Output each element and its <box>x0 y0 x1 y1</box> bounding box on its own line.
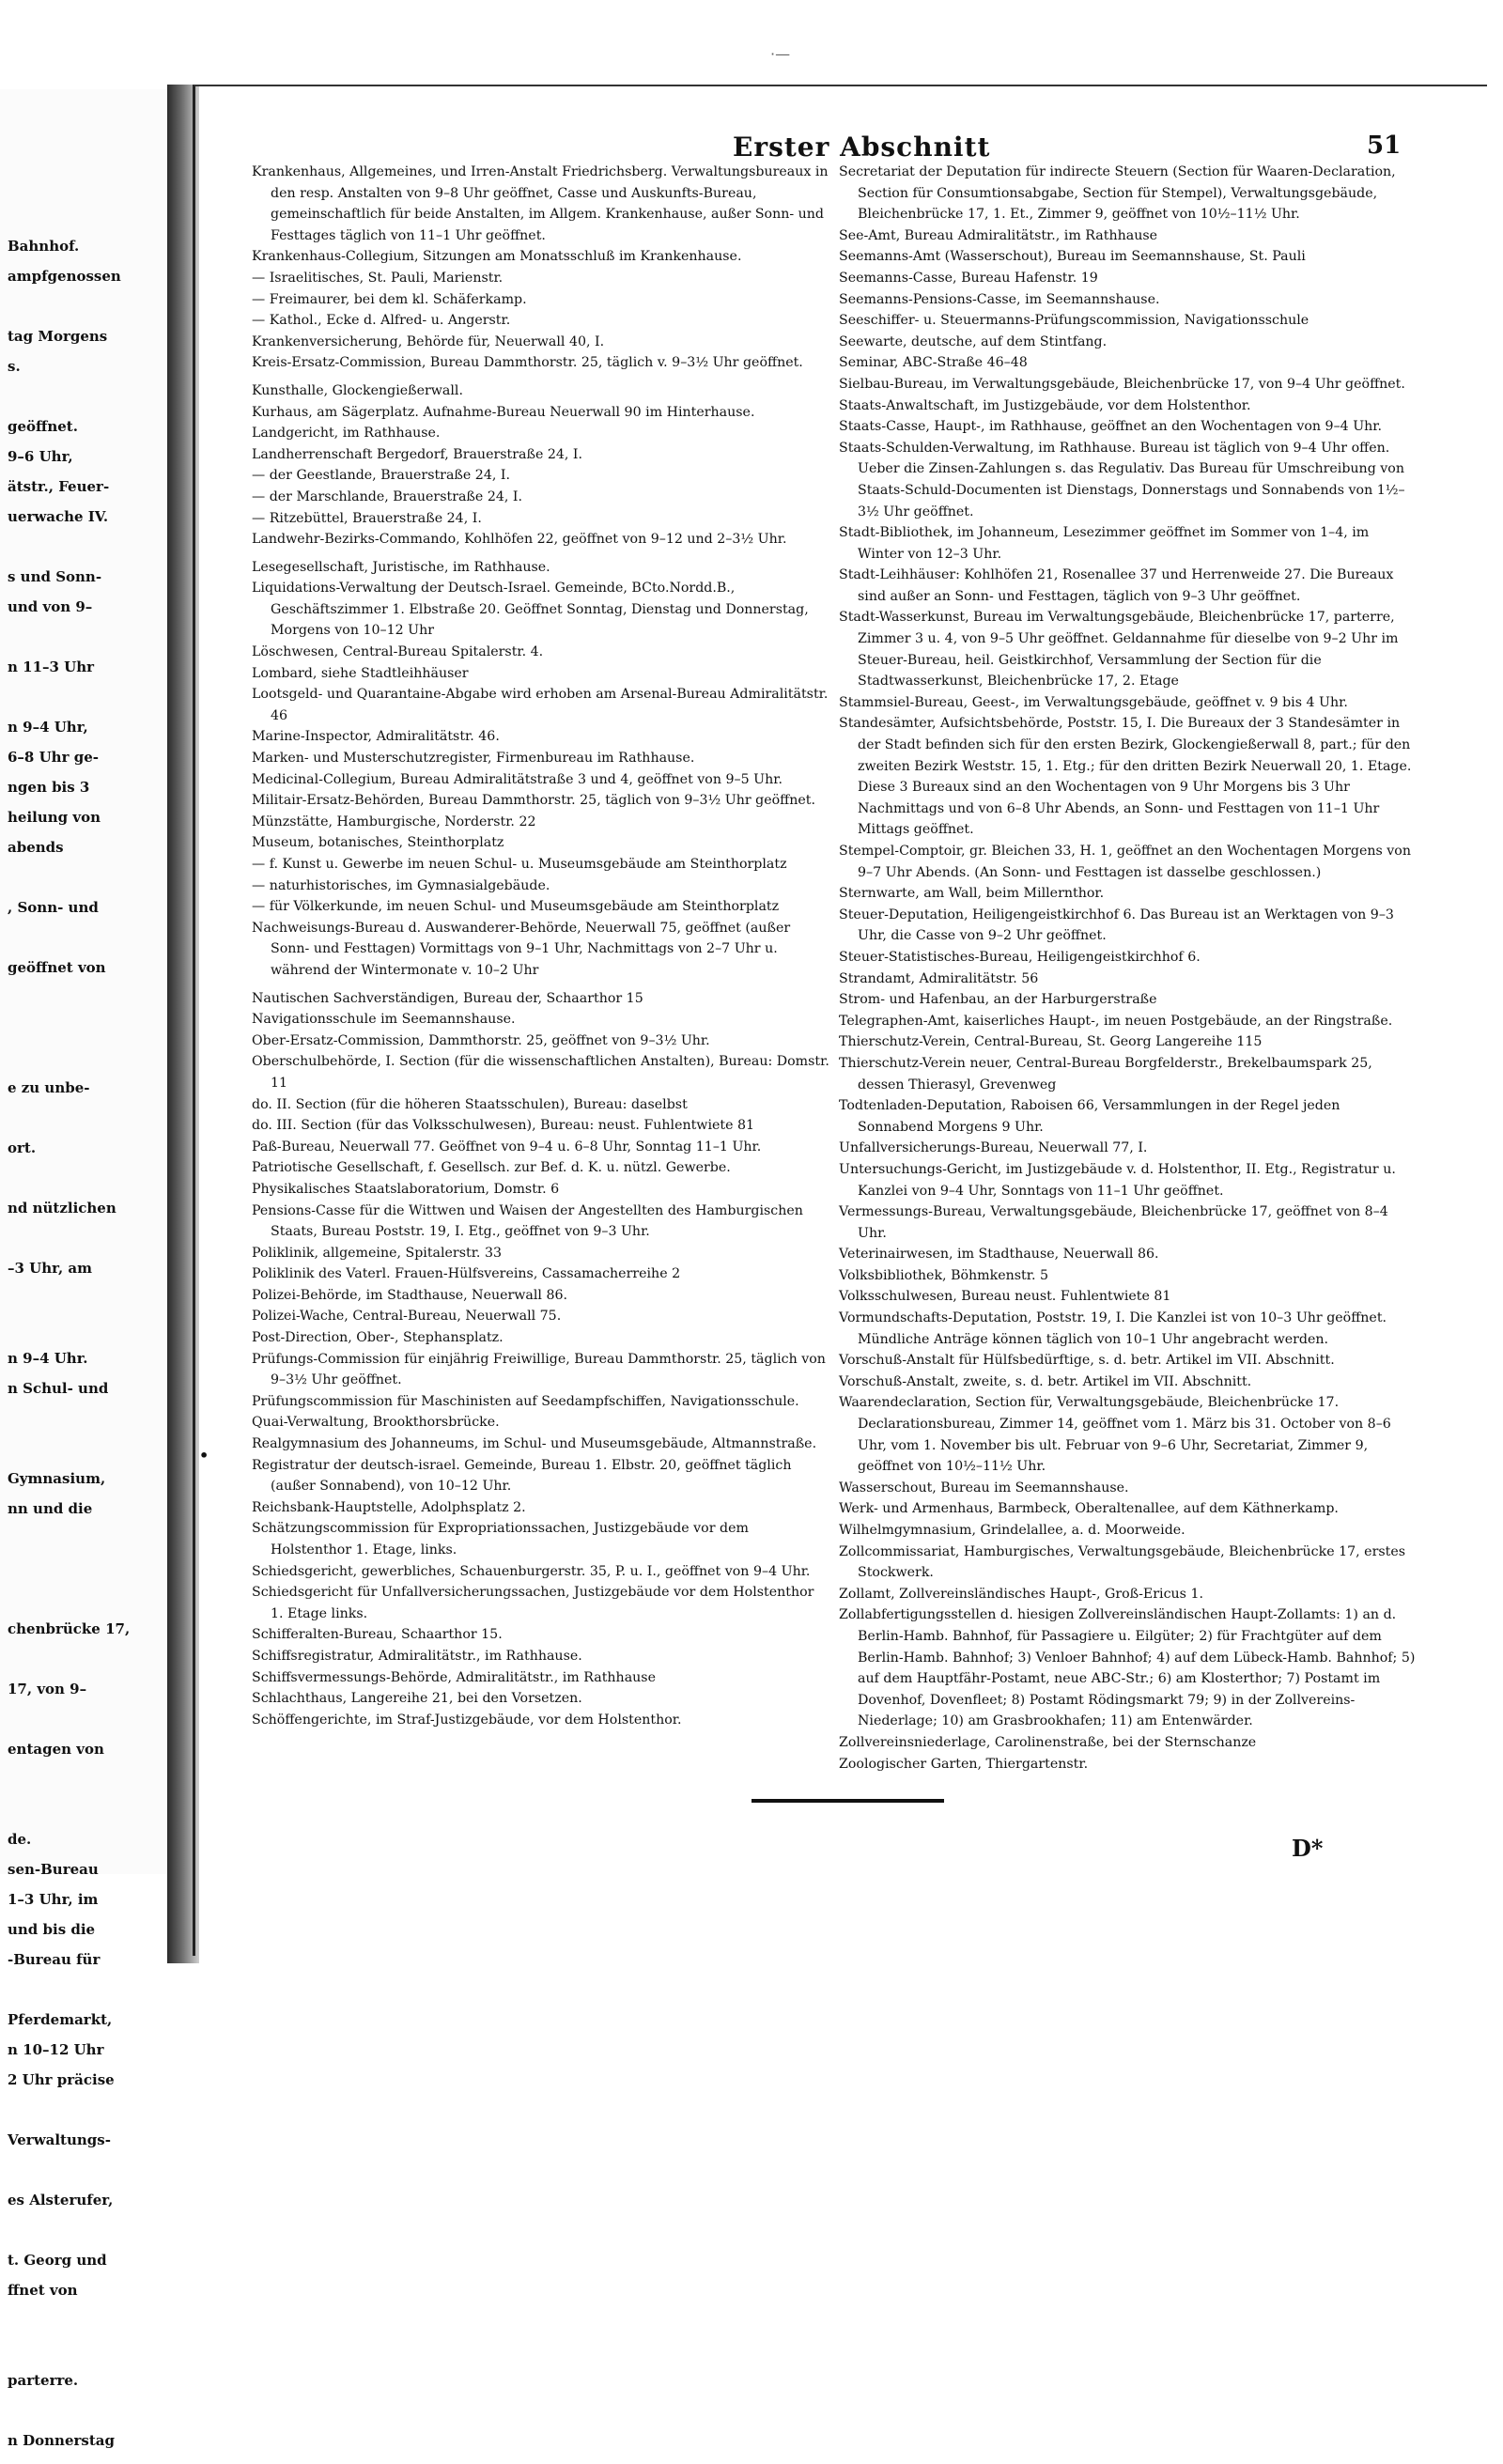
edge-fragment <box>0 931 167 961</box>
directory-entry: Registratur der deutsch-israel. Gemeinde, Bureau 1. Elbstr. 20, geöffnet täglich (außer Sonnabend), von 10–12 Uhr. <box>252 1457 792 1495</box>
directory-entry: Schätzungscommission für Expropriationssachen, Justizgebäude vor dem Holstenthor 1. Etage, links. <box>252 1521 749 1557</box>
directory-entry: — naturhistorisches, im Gymnasialgebäude. <box>252 877 550 893</box>
edge-fragment: n Donnerstag <box>8 2432 115 2449</box>
edge-fragment: ampfgenossen <box>8 268 121 285</box>
directory-entry: Pensions-Casse für die Wittwen und Waisen der Angestellten des Hamburgischen Staats, Bureau Poststr. 19, I. Etg., geöffnet von 9–3 Uhr. <box>252 1202 803 1240</box>
directory-entry: Standesämter, Aufsichtsbehörde, Poststr. 15, I. Die Bureaux der 3 Standesämter in der Stadt befinden sich für den ersten Bezirk, Glockengießerwall 8, part.; für den zweiten Bezirk Weststr. 15, 1. Etg.; für den dritten Bezirk Neuerwall 20, 1. Etage. Diese 3 Bureaux sind an den Wochentagen von 9 Uhr Morgens bis 3 Uhr Nachmittags und von 6–8 Uhr Abends, an Sonn- und Festtagen von 11–1 Uhr Mittags geöffnet. <box>839 716 1412 838</box>
edge-fragment <box>0 1412 167 1442</box>
directory-entry: Stempel-Comptoir, gr. Bleichen 33, H. 1, geöffnet an den Wochentagen Morgens von 9–7 Uhr Abends. (An Sonn- und Festtagen ist dasselbe geschlossen.) <box>839 844 1411 880</box>
directory-entry: Polizei-Wache, Central-Bureau, Neuerwall 75. <box>252 1309 562 1325</box>
edge-fragment <box>0 1803 167 1833</box>
edge-fragment <box>0 89 167 119</box>
edge-fragment: Verwaltungs- <box>8 2131 111 2148</box>
directory-entry: Kreis-Ersatz-Commission, Bureau Dammthorstr. 25, täglich v. 9–3½ Uhr geöffnet. <box>252 355 803 371</box>
edge-fragment: nd nützlichen <box>8 1200 116 1217</box>
edge-fragment <box>0 2404 167 2434</box>
directory-entry: Vorschuß-Anstalt für Hülfsbedürftige, s. d. betr. Artikel im VII. Abschnitt. <box>839 1353 1335 1369</box>
directory-entry: — Ritzebüttel, Brauerstraße 24, I. <box>252 510 482 526</box>
edge-fragment: n 10–12 Uhr <box>8 2041 104 2058</box>
edge-fragment <box>0 1983 167 2013</box>
edge-fragment <box>0 179 167 209</box>
directory-entry: Vorschuß-Anstalt, zweite, s. d. betr. Artikel im VII. Abschnitt. <box>839 1373 1252 1389</box>
edge-fragment: n 11–3 Uhr <box>8 659 95 675</box>
edge-fragment: und von 9– <box>8 598 93 615</box>
directory-entry: Seemanns-Casse, Bureau Hafenstr. 19 <box>839 270 1098 286</box>
directory-entry: Landwehr-Bezirks-Commando, Kohlhöfen 22, geöffnet von 9–12 und 2–3½ Uhr. <box>252 532 787 548</box>
directory-entry: Landgericht, im Rathhause. <box>252 426 441 442</box>
left-column <box>252 162 829 1730</box>
directory-entry: Liquidations-Verwaltung der Deutsch-Israel. Gemeinde, BCto.Nordd.B., Geschäftszimmer 1. Elbstraße 20. Geöffnet Sonntag, Dienstag und Donnerstag, Morgens von 10–12 Uhr <box>252 581 809 639</box>
directory-entry: Zollcommissariat, Hamburgisches, Verwaltungsgebäude, Bleichenbrücke 17, erstes Stockwerk. <box>839 1543 1406 1581</box>
directory-entry: Navigationsschule im Seemannshause. <box>252 1012 516 1028</box>
directory-entry: Poliklinik des Vaterl. Frauen-Hülfsvereins, Cassamacherreihe 2 <box>252 1266 681 1282</box>
directory-entry: Strandamt, Admiralitätstr. 56 <box>839 970 1039 986</box>
edge-fragment: parterre. <box>8 2372 79 2389</box>
directory-entry: Vermessungs-Bureau, Verwaltungsgebäude, Bleichenbrücke 17, geöffnet von 8–4 Uhr. <box>839 1204 1388 1241</box>
edge-fragment: e zu unbe- <box>8 1079 90 1096</box>
edge-fragment <box>0 1111 167 1141</box>
edge-fragment: 9–6 Uhr, <box>8 448 73 465</box>
directory-entry: Seminar, ABC-Straße 46–48 <box>839 355 1028 371</box>
edge-fragment: 1–3 Uhr, im <box>8 1891 99 1908</box>
edge-fragment: Bahnhof. <box>8 238 80 255</box>
directory-entry: Krankenversicherung, Behörde für, Neuerwall 40, I. <box>252 333 605 349</box>
edge-fragment <box>0 1532 167 1562</box>
directory-entry: Polizei-Behörde, im Stadthause, Neuerwall 86. <box>252 1287 568 1303</box>
edge-fragment <box>0 149 167 179</box>
directory-entry: Seeschiffer- u. Steuermanns-Prüfungscommission, Navigationsschule <box>839 313 1309 329</box>
right-column <box>839 162 1417 1774</box>
directory-entry: do. II. Section (für die höheren Staatsschulen), Bureau: daselbst <box>252 1096 688 1112</box>
directory-entry: Prüfungscommission für Maschinisten auf Seedampfschiffen, Navigationsschule. <box>252 1393 799 1409</box>
edge-fragment <box>0 1232 167 1262</box>
directory-entry: — der Marschlande, Brauerstraße 24, I. <box>252 488 523 504</box>
directory-entry: Vormundschafts-Deputation, Poststr. 19, I. Die Kanzlei ist von 10–3 Uhr geöffnet. Mündliche Anträge können täglich von 10–1 Uhr angebracht werden. <box>839 1310 1387 1347</box>
directory-entry: Patriotische Gesellschaft, f. Gesellsch. zur Bef. d. K. u. nützl. Gewerbe. <box>252 1160 731 1176</box>
edge-fragment: ngen bis 3 <box>8 779 90 796</box>
previous-page-edge <box>0 89 167 2449</box>
edge-fragment <box>0 2163 167 2193</box>
edge-fragment <box>0 1652 167 1682</box>
directory-entry: Thierschutz-Verein neuer, Central-Bureau Borgfelderstr., Brekelbaumspark 25, dessen Thierasyl, Grevenweg <box>839 1055 1372 1093</box>
edge-fragment: s und Sonn- <box>8 568 102 585</box>
edge-fragment: es Alsterufer, <box>8 2192 114 2208</box>
edge-fragment <box>0 1562 167 1592</box>
edge-fragment <box>0 2103 167 2133</box>
edge-fragment <box>0 2344 167 2374</box>
edge-fragment: , Sonn- und <box>8 899 99 916</box>
edge-fragment: chenbrücke 17, <box>8 1620 131 1637</box>
directory-entry: — für Völkerkunde, im neuen Schul- und Museumsgebäude am Steinthorplatz <box>252 899 780 915</box>
edge-fragment: 6–8 Uhr ge- <box>8 749 99 766</box>
directory-entry: Werk- und Armenhaus, Barmbeck, Oberaltenallee, auf dem Käthnerkamp. <box>839 1501 1339 1517</box>
edge-fragment <box>0 390 167 420</box>
directory-entry: Kurhaus, am Sägerplatz. Aufnahme-Bureau Neuerwall 90 im Hinterhause. <box>252 404 755 420</box>
edge-fragment <box>0 1712 167 1743</box>
edge-fragment: ffnet von <box>8 2282 78 2299</box>
top-mark: ·— <box>770 45 791 63</box>
directory-entry: Seemanns-Pensions-Casse, im Seemannshause. <box>839 291 1160 307</box>
edge-fragment: entagen von <box>8 1741 104 1758</box>
directory-entry: Krankenhaus-Collegium, Sitzungen am Monatsschluß im Krankenhause. <box>252 249 742 265</box>
edge-fragment <box>0 1292 167 1322</box>
directory-entry: Museum, botanisches, Steinthorplatz <box>252 835 504 851</box>
edge-fragment <box>0 300 167 330</box>
directory-entry: Stammsiel-Bureau, Geest-, im Verwaltungsgebäude, geöffnet v. 9 bis 4 Uhr. <box>839 694 1348 710</box>
edge-fragment: n Schul- und <box>8 1380 109 1397</box>
directory-entry: Schlachthaus, Langereihe 21, bei den Vorsetzen. <box>252 1691 582 1707</box>
directory-entry: Untersuchungs-Gericht, im Justizgebäude v. d. Holstenthor, II. Etg., Registratur u. Kanzlei von 9–4 Uhr, Sonntags von 11–1 Uhr geöffnet. <box>839 1161 1396 1199</box>
edge-fragment: geöffnet. <box>8 418 78 435</box>
edge-fragment: n 9–4 Uhr, <box>8 719 88 736</box>
edge-fragment: nn und die <box>8 1500 93 1517</box>
directory-entry: Sielbau-Bureau, im Verwaltungsgebäude, Bleichenbrücke 17, von 9–4 Uhr geöffnet. <box>839 376 1405 392</box>
directory-entry: Schiedsgericht, gewerbliches, Schauenburgerstr. 35, P. u. I., geöffnet von 9–4 Uhr. <box>252 1563 811 1579</box>
directory-entry: Volksschulwesen, Bureau neust. Fuhlentwiete 81 <box>839 1289 1171 1305</box>
directory-entry: Löschwesen, Central-Bureau Spitalerstr. 4. <box>252 644 544 660</box>
edge-fragment <box>0 1171 167 1201</box>
edge-fragment: n 9–4 Uhr. <box>8 1350 88 1367</box>
edge-fragment: 17, von 9– <box>8 1681 87 1697</box>
edge-fragment <box>0 871 167 901</box>
directory-entry: Staats-Anwaltschaft, im Justizgebäude, vor dem Holstenthor. <box>839 397 1251 413</box>
directory-entry: — Israelitisches, St. Pauli, Marienstr. <box>252 270 504 286</box>
edge-fragment <box>0 1592 167 1622</box>
edge-fragment <box>0 2224 167 2254</box>
directory-entry: Wilhelmgymnasium, Grindelallee, a. d. Moorweide. <box>839 1523 1185 1538</box>
directory-entry: Stadt-Leihhäuser: Kohlhöfen 21, Rosenallee 37 und Herrenweide 27. Die Bureaux sind außer an Sonn- und Festtagen, täglich von 9–3 Uhr geöffnet. <box>839 567 1394 604</box>
directory-entry: Poliklinik, allgemeine, Spitalerstr. 33 <box>252 1245 502 1261</box>
directory-entry: Schiffsvermessungs-Behörde, Admiralitätstr., im Rathhause <box>252 1669 656 1685</box>
edge-fragment: uerwache IV. <box>8 508 109 525</box>
edge-fragment <box>0 630 167 660</box>
edge-fragment: abends <box>8 839 64 856</box>
directory-entry: Zollabfertigungsstellen d. hiesigen Zollvereinsländischen Haupt-Zollamts: 1) an d. Berlin-Hamb. Bahnhof, für Passagiere u. Eilgüter; 2) für Frachtgüter auf dem Berlin-Hamb. Bahnhof; 3) Venloer Bahnhof; 4) auf dem Lübeck-Hamb. Bahnhof; 5) auf dem Hauptfähr-Postamt, neue ABC-Str.; 6) am Klosterthor; 7) Postamt im Dovenhof, Dovenfleet; 8) Postamt Rödingsmarkt 79; 9) in der Zollvereins-Niederlage; 10) am Grasbrookhafen; 11) am Entenwärder. <box>839 1607 1416 1729</box>
edge-fragment <box>0 209 167 240</box>
directory-entry: Thierschutz-Verein, Central-Bureau, St. Georg Langereihe 115 <box>839 1034 1263 1050</box>
directory-entry: Münzstätte, Hamburgische, Norderstr. 22 <box>252 814 536 829</box>
directory-entry: Schöffengerichte, im Straf-Justizgebäude, vor dem Holstenthor. <box>252 1712 682 1728</box>
directory-entry: Sternwarte, am Wall, beim Millernthor. <box>839 886 1105 902</box>
directory-entry: — der Geestlande, Brauerstraße 24, I. <box>252 468 510 484</box>
directory-entry: Nachweisungs-Bureau d. Auswanderer-Behörde, Neuerwall 75, geöffnet (außer Sonn- und Festtagen) Vormittags von 9–1 Uhr, Nachmittags von 2–7 Uhr u. während der Wintermonate v. 10–2 Uhr <box>252 920 791 978</box>
edge-fragment <box>0 1051 167 1081</box>
directory-entry: Marken- und Musterschutzregister, Firmenbureau im Rathhause. <box>252 751 695 767</box>
edge-fragment: ort. <box>8 1139 37 1156</box>
edge-fragment <box>0 2314 167 2344</box>
directory-entry: Realgymnasium des Johanneums, im Schul- und Museumsgebäude, Altmannstraße. <box>252 1436 817 1452</box>
directory-entry: Unfallversicherungs-Bureau, Neuerwall 77, I. <box>839 1140 1148 1156</box>
edge-fragment: sen-Bureau <box>8 1861 99 1878</box>
directory-entry: Marine-Inspector, Admiralitätstr. 46. <box>252 729 500 745</box>
edge-fragment: tag Morgens <box>8 328 108 345</box>
edge-fragment <box>0 540 167 570</box>
edge-fragment: ätstr., Feuer- <box>8 478 110 495</box>
edge-fragment <box>0 1773 167 1803</box>
edge-fragment <box>0 1021 167 1051</box>
directory-entry: Veterinairwesen, im Stadthause, Neuerwall 86. <box>839 1247 1159 1263</box>
directory-entry: Nautischen Sachverständigen, Bureau der, Schaarthor 15 <box>252 990 643 1006</box>
directory-entry: Steuer-Statistisches-Bureau, Heiligengeistkirchhof 6. <box>839 949 1201 965</box>
edge-fragment: –3 Uhr, am <box>8 1260 92 1277</box>
directory-entry: Stadt-Bibliothek, im Johanneum, Lesezimmer geöffnet im Sommer von 1–4, im Winter von 12–3 Uhr. <box>839 525 1370 562</box>
directory-entry: Schifferalten-Bureau, Schaarthor 15. <box>252 1627 503 1643</box>
edge-fragment <box>0 991 167 1021</box>
edge-fragment: -Bureau für <box>8 1951 101 1968</box>
directory-entry: Staats-Schulden-Verwaltung, im Rathhause. Bureau ist täglich von 9–4 Uhr offen. Ueber die Zinsen-Zahlungen s. das Regulativ. Das Bureau für Umschreibung von Staats-Schuld-Documenten ist Dienstags, Donnerstags und Sonnabends von 1½–3½ Uhr geöffnet. <box>839 440 1405 519</box>
edge-fragment: 2 Uhr präcise <box>8 2071 115 2088</box>
directory-entry: Seewarte, deutsche, auf dem Stintfang. <box>839 333 1108 349</box>
directory-entry: Steuer-Deputation, Heiligengeistkirchhof 6. Das Bureau ist an Werktagen von 9–3 Uhr, die Casse von 9–2 Uhr geöffnet. <box>839 907 1394 944</box>
directory-entry: Todtenladen-Deputation, Raboisen 66, Versammlungen in der Regel jeden Sonnabend Morgens 9 Uhr. <box>839 1098 1340 1135</box>
edge-fragment: t. Georg und <box>8 2252 107 2269</box>
directory-entry: Krankenhaus, Allgemeines, und Irren-Anstalt Friedrichsberg. Verwaltungsbureaux in den resp. Anstalten von 9–8 Uhr geöffnet, Casse und Auskunfts-Bureau, gemeinschaftlich für beide Anstalten, im Allgem. Krankenhause, außer Sonn- und Festtages täglich von 11–1 Uhr geöffnet. <box>252 164 829 243</box>
end-rule <box>752 1799 944 1803</box>
edge-fragment: s. <box>8 358 21 375</box>
directory-entry: Paß-Bureau, Neuerwall 77. Geöffnet von 9–4 u. 6–8 Uhr, Sonntag 11–1 Uhr. <box>252 1139 762 1155</box>
directory-entry: Quai-Verwaltung, Brookthorsbrücke. <box>252 1415 500 1431</box>
directory-entry: Telegraphen-Amt, kaiserliches Haupt-, im neuen Postgebäude, an der Ringstraße. <box>839 1013 1393 1029</box>
directory-entry: Zollamt, Zollvereinsländisches Haupt-, Groß-Ericus 1. <box>839 1586 1204 1602</box>
directory-entry: Landherrenschaft Bergedorf, Brauerstraße 24, I. <box>252 446 583 462</box>
bullet-mark: • <box>199 1447 209 1464</box>
running-head: Erster Abschnitt <box>733 132 991 163</box>
directory-entry: Lootsgeld- und Quarantaine-Abgabe wird erhoben am Arsenal-Bureau Admiralitätstr. 46 <box>252 687 829 723</box>
directory-entry: Strom- und Hafenbau, an der Harburgerstraße <box>839 992 1157 1008</box>
directory-entry: Oberschulbehörde, I. Section (für die wissenschaftlichen Anstalten), Bureau: Domstr. 11 <box>252 1054 829 1091</box>
edge-fragment <box>0 1442 167 1472</box>
directory-entry: See-Amt, Bureau Admiralitätstr., im Rathhause <box>839 227 1158 243</box>
directory-entry: Militair-Ersatz-Behörden, Bureau Dammthorstr. 25, täglich von 9–3½ Uhr geöffnet. <box>252 793 815 809</box>
directory-entry: Secretariat der Deputation für indirecte Steuern (Section für Waaren-Declaration, Section für Consumtionsabgabe, Section für Stempel), Verwaltungsgebäude, Bleichenbrücke 17, 1. Et., Zimmer 9, geöffnet von 10½–11½ Uhr. <box>839 164 1396 223</box>
directory-entry: Volksbibliothek, Böhmkenstr. 5 <box>839 1267 1049 1283</box>
edge-fragment <box>0 690 167 721</box>
directory-entry: Kunsthalle, Glockengießerwall. <box>252 382 463 398</box>
directory-entry: Post-Direction, Ober-, Stephansplatz. <box>252 1330 504 1346</box>
directory-entry: Waarendeclaration, Section für, Verwaltungsgebäude, Bleichenbrücke 17. Declarationsbureau, Zimmer 14, geöffnet vom 1. März bis 31. October von 8–6 Uhr, vom 1. November bis ult. Februar von 9–6 Uhr, Secretariat, Zimmer 9, geöffnet von 10½–11½ Uhr. <box>839 1395 1391 1475</box>
directory-entry: do. III. Section (für das Volksschulwesen), Bureau: neust. Fuhlentwiete 81 <box>252 1118 755 1134</box>
directory-entry: Lesegesellschaft, Juristische, im Rathhause. <box>252 559 550 575</box>
edge-fragment: Gymnasium, <box>8 1470 106 1487</box>
directory-entry: — Freimaurer, bei dem kl. Schäferkamp. <box>252 291 527 307</box>
signature-mark: D* <box>1292 1835 1324 1862</box>
directory-entry: Zoologischer Garten, Thiergartenstr. <box>839 1756 1089 1772</box>
edge-fragment: und bis die <box>8 1921 96 1938</box>
directory-entry: Reichsbank-Hauptstelle, Adolphsplatz 2. <box>252 1499 526 1515</box>
directory-entry: Schiffsregistratur, Admiralitätstr., im Rathhause. <box>252 1648 582 1664</box>
edge-fragment: heilung von <box>8 809 101 826</box>
directory-entry: Medicinal-Collegium, Bureau Admiralitätstraße 3 und 4, geöffnet von 9–5 Uhr. <box>252 771 782 787</box>
edge-fragment <box>0 119 167 149</box>
directory-entry: Schiedsgericht für Unfallversicherungssachen, Justizgebäude vor dem Holstenthor 1. Etage links. <box>252 1585 814 1621</box>
directory-entry: Staats-Casse, Haupt-, im Rathhause, geöffnet an den Wochentagen von 9–4 Uhr. <box>839 419 1383 435</box>
edge-fragment: Pferdemarkt, <box>8 2011 113 2028</box>
directory-entry: Physikalisches Staatslaboratorium, Domstr. 6 <box>252 1181 560 1197</box>
directory-entry: Zollvereinsniederlage, Carolinenstraße, bei der Sternschanze <box>839 1734 1257 1750</box>
directory-entry: Wasserschout, Bureau im Seemannshause. <box>839 1480 1129 1495</box>
directory-entry: Ober-Ersatz-Commission, Dammthorstr. 25, geöffnet von 9–3½ Uhr. <box>252 1032 710 1048</box>
edge-fragment: geöffnet von <box>8 959 106 976</box>
edge-fragment <box>0 1322 167 1352</box>
page-number: 51 <box>1367 132 1402 160</box>
directory-entry: Seemanns-Amt (Wasserschout), Bureau im Seemannshause, St. Pauli <box>839 249 1306 265</box>
directory-entry: — f. Kunst u. Gewerbe im neuen Schul- u. Museumsgebäude am Steinthorplatz <box>252 857 787 872</box>
directory-entry: — Kathol., Ecke d. Alfred- u. Angerstr. <box>252 313 511 329</box>
edge-fragment: de. <box>8 1831 32 1848</box>
directory-entry: Prüfungs-Commission für einjährig Freiwillige, Bureau Dammthorstr. 25, täglich von 9–3½ Uhr geöffnet. <box>252 1351 826 1388</box>
directory-entry: Stadt-Wasserkunst, Bureau im Verwaltungsgebäude, Bleichenbrücke 17, parterre, Zimmer 3 u. 4, von 9–5 Uhr geöffnet. Geldannahme für dieselbe von 9–2 Uhr im Steuer-Bureau, heil. Geistkirchhof, Versammlung der Section für die Stadtwasserkunst, Bleichenbrücke 17, 2. Etage <box>839 610 1399 690</box>
directory-entry: Lombard, siehe Stadtleihhäuser <box>252 665 469 681</box>
